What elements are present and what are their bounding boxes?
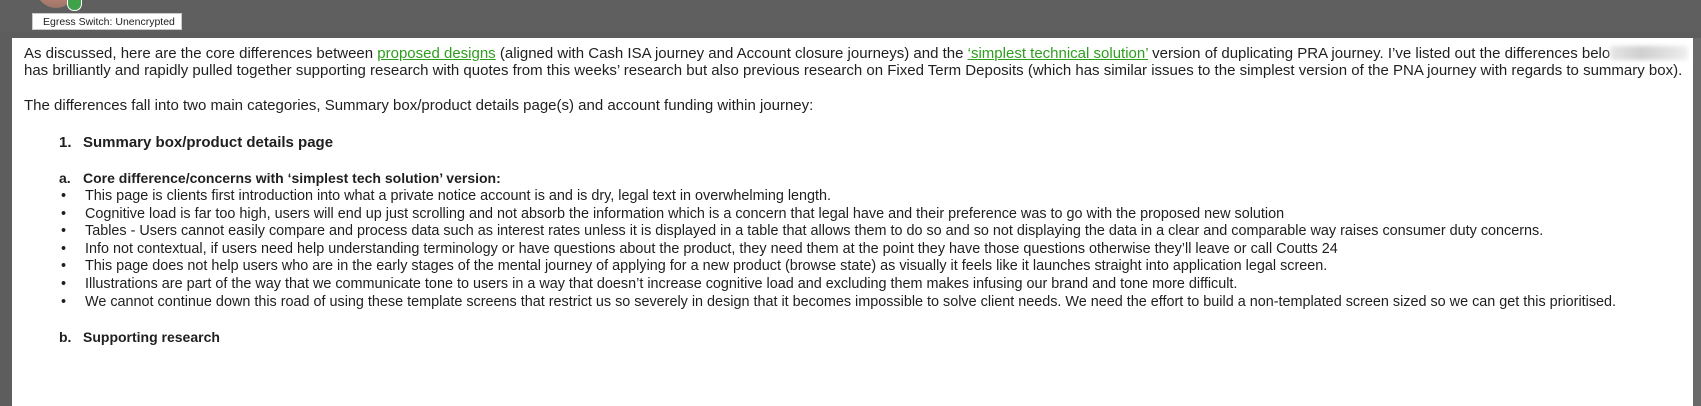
section-1-heading bbox=[24, 134, 1693, 151]
bullet-icon: • bbox=[61, 240, 67, 257]
list-item-text: Cognitive load is far too high, users will end up just scrolling and not absorb the information which is a concern that legal have and their preference was to go with the proposed new solution bbox=[85, 205, 1285, 222]
presence-status-icon bbox=[67, 0, 82, 11]
intro-paragraph bbox=[24, 45, 1693, 79]
egress-switch-badge[interactable]: Egress Switch: Unencrypted bbox=[32, 13, 182, 30]
section-1-number: 1. bbox=[59, 134, 72, 151]
list-item bbox=[24, 188, 1693, 206]
list-item-text: This page does not help users who are in the early stages of the mental journey of applying for a new product (browse state) as visually it feels like it launches straight into application legal screen. bbox=[85, 258, 1328, 275]
categories-paragraph: The differences fall into two main categories, Summary box/product details page(s) and account funding within journey: bbox=[24, 97, 814, 114]
section-1-title: Summary box/product details page bbox=[83, 134, 334, 151]
list-item bbox=[24, 206, 1693, 224]
intro-text-2: (aligned with Cash ISA journey and Account closure journeys) and the bbox=[495, 45, 968, 62]
redacted-name bbox=[1610, 46, 1688, 60]
subsection-b-heading bbox=[24, 329, 1693, 346]
intro-text-1: As discussed, here are the core differences between bbox=[24, 45, 378, 62]
list-item bbox=[24, 294, 1693, 312]
scrollbar-track[interactable] bbox=[1693, 38, 1701, 406]
proposed-designs-link[interactable]: proposed designs bbox=[377, 45, 496, 62]
subsection-a-title: Core difference/concerns with ‘simplest tech solution’ version: bbox=[83, 170, 501, 186]
list-item-text: Tables - Users cannot easily compare and process data such as interest rates unless it is displayed in a table that allows them to do so and so not displaying the data in a clear and comparable way raises consumer duty concerns. bbox=[85, 223, 1544, 240]
window-top-bar bbox=[0, 0, 1701, 32]
bullet-icon: • bbox=[61, 223, 67, 240]
bullet-icon: • bbox=[61, 188, 67, 204]
subsection-b-number: b. bbox=[59, 329, 72, 346]
list-item-text: This page is clients first introduction into what a private notice account is and is dry, legal text in overwhelming length. bbox=[85, 188, 832, 204]
bullet-icon: • bbox=[61, 293, 67, 310]
bullet-icon: • bbox=[61, 275, 67, 292]
bullet-icon: • bbox=[61, 205, 67, 222]
subsection-a-heading bbox=[24, 170, 1693, 187]
email-body bbox=[12, 38, 1693, 406]
list-item bbox=[24, 223, 1693, 241]
list-item-text: We cannot continue down this road of using these template screens that restrict us so severely in design that it becomes impossible to solve client needs. We need the effort to build a non-templated screen sized so we can get this prioritised. bbox=[85, 293, 1617, 310]
list-item bbox=[24, 241, 1693, 259]
list-item bbox=[24, 258, 1693, 276]
subsection-a-number: a. bbox=[59, 170, 71, 186]
concerns-list bbox=[24, 188, 1693, 311]
intro-text-3: version of duplicating PRA journey. I’ve listed out the differences belo bbox=[1148, 45, 1611, 62]
bullet-icon: • bbox=[61, 258, 67, 275]
list-item-text: Illustrations are part of the way that we communicate tone to users in a way that doesn’t increase cognitive load and excluding them makes infusing our brand and tone more difficult. bbox=[85, 275, 1238, 292]
list-item-text: Info not contextual, if users need help understanding terminology or have questions about the product, they need them at the point they have those questions otherwise they’ll leave or call Coutts 24 bbox=[85, 240, 1338, 257]
simplest-technical-solution-link[interactable]: ‘simplest technical solution’ bbox=[967, 45, 1148, 62]
list-item bbox=[24, 276, 1693, 294]
intro-text-4: has brilliantly and rapidly pulled together supporting research with quotes from this weeks’ research but also previous research on Fixed Term Deposits (which has similar issues to the simplest version of the PNA journey with regards to summary box). bbox=[24, 62, 1683, 79]
subsection-b-title: Supporting research bbox=[83, 329, 220, 346]
